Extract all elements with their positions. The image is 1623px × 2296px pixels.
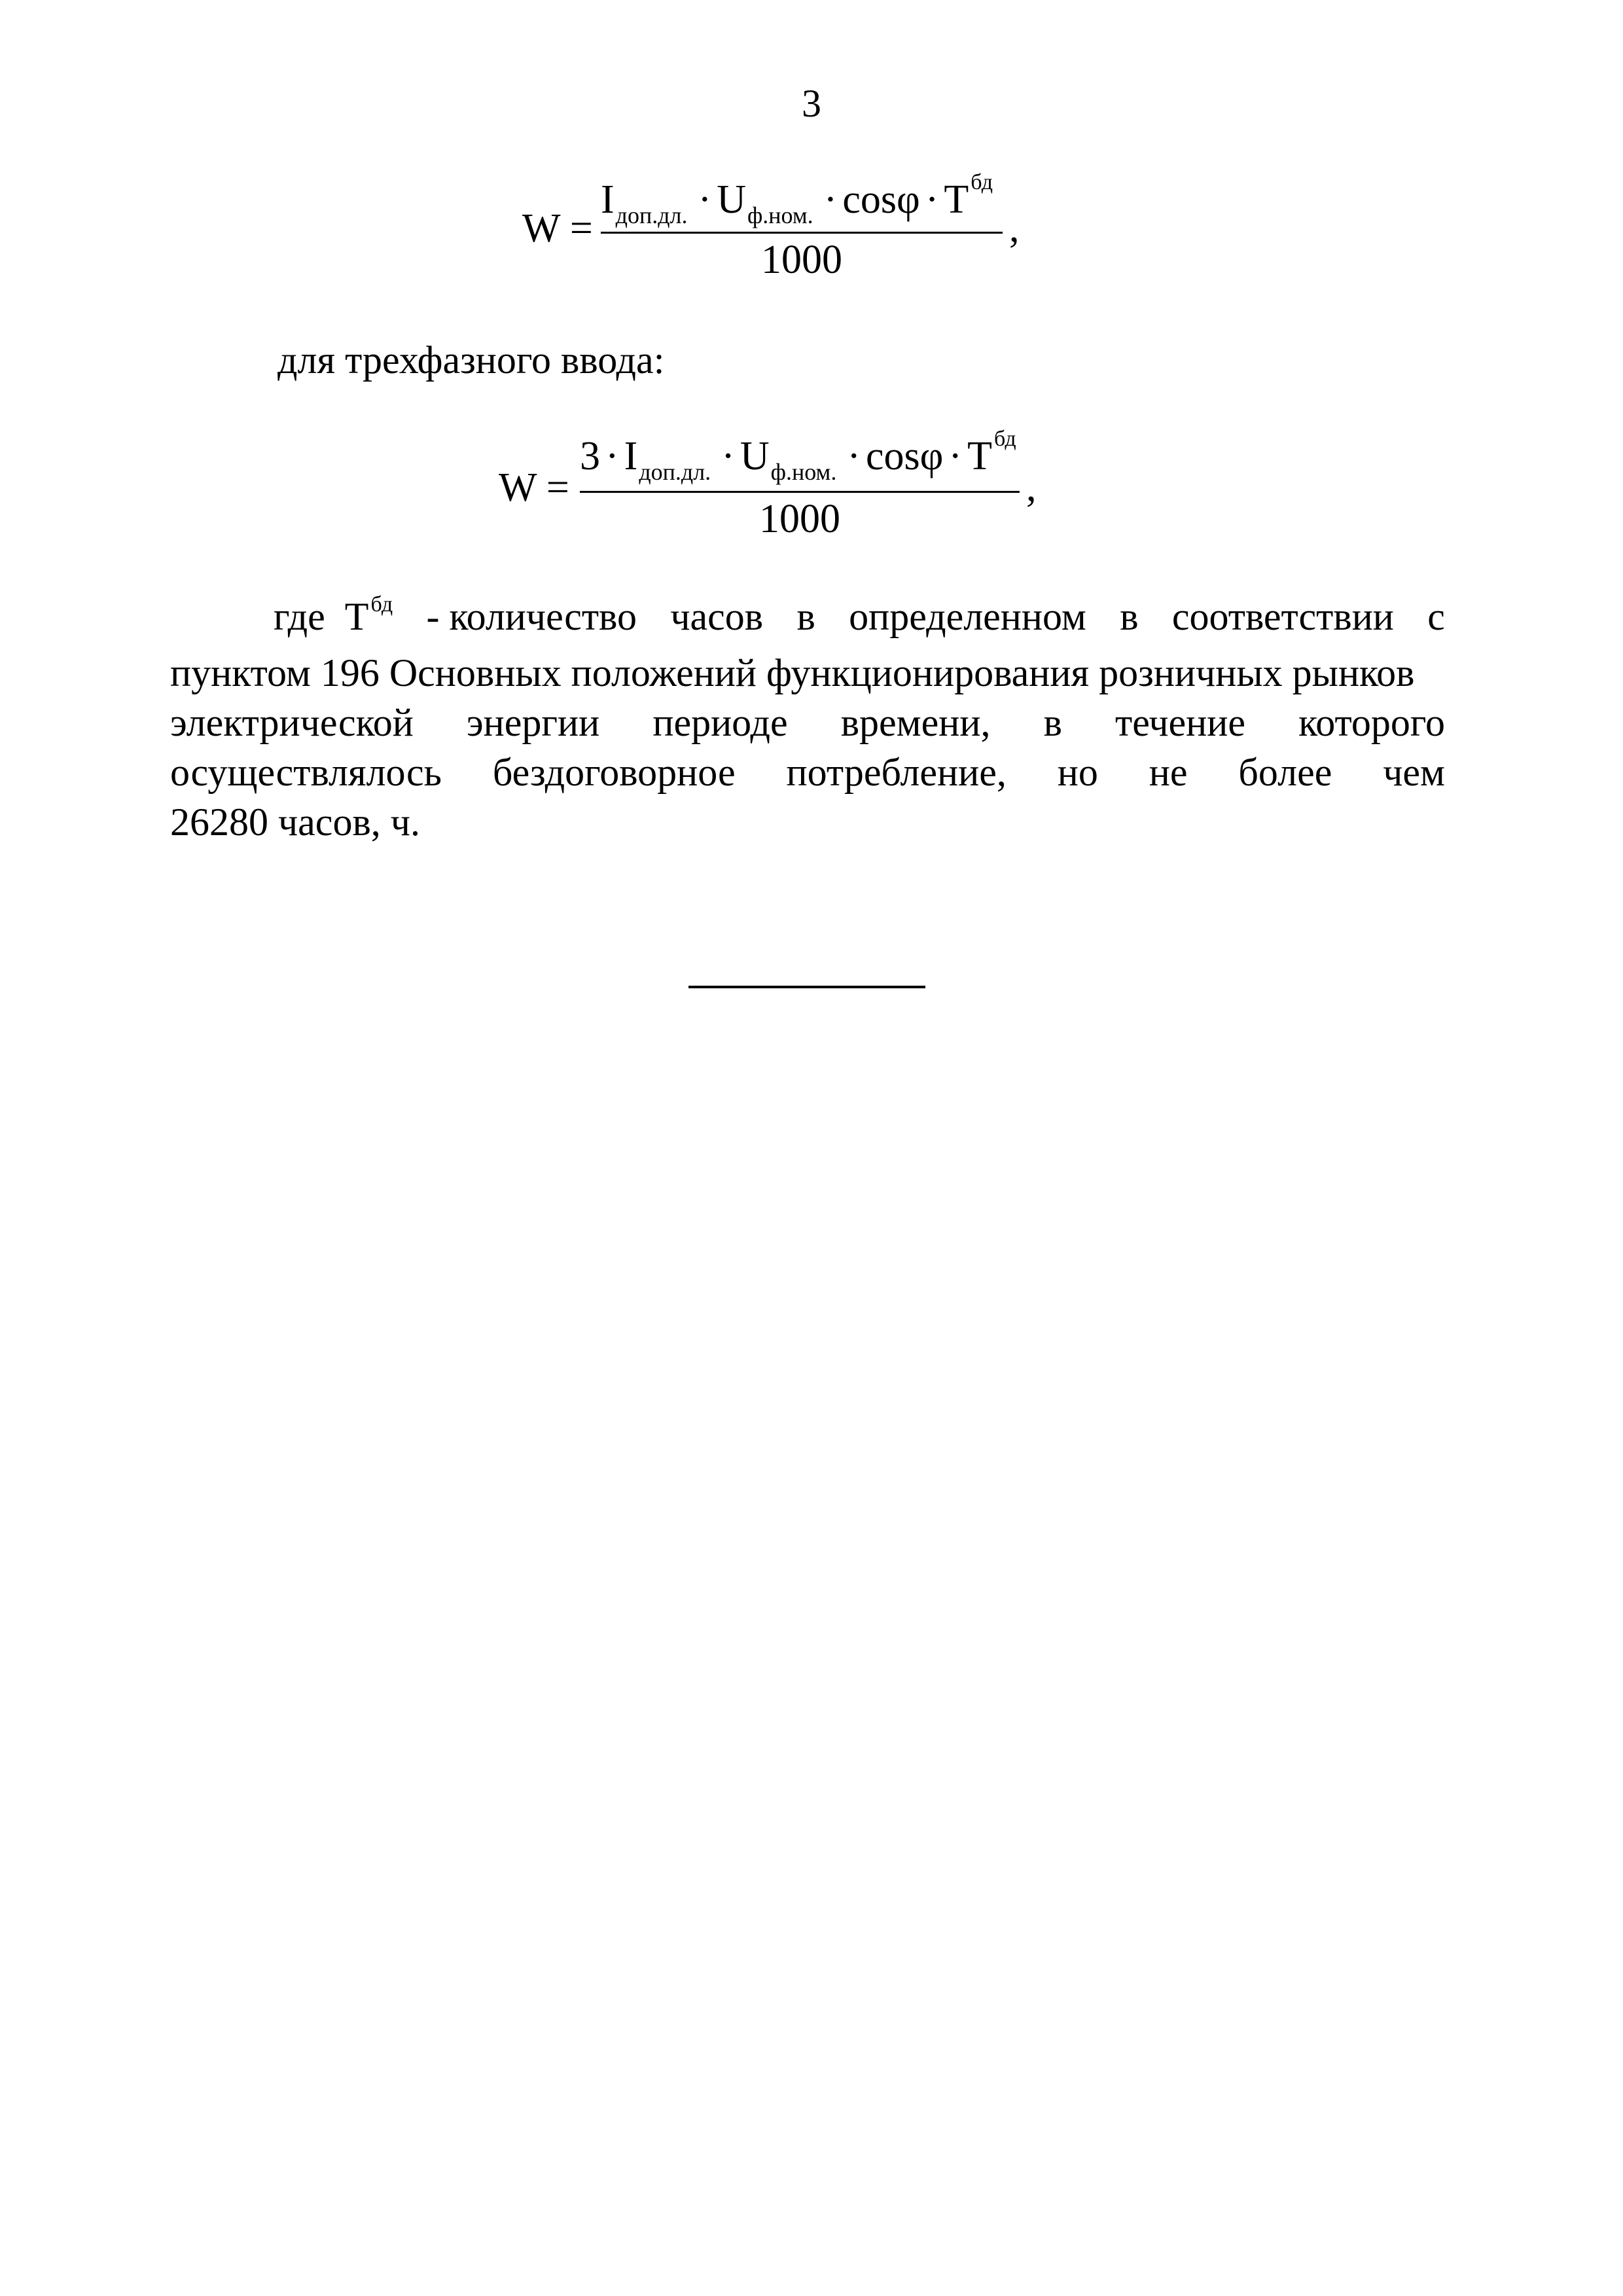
definition-paragraph <box>170 592 1445 847</box>
current-subscript: доп.дл. <box>615 202 688 228</box>
word: - количество <box>426 595 637 638</box>
word: течение <box>1115 701 1246 744</box>
paragraph-line: 26280 часов, ч. <box>170 800 420 844</box>
closing-rule <box>688 986 925 988</box>
page-number: 3 <box>802 82 821 125</box>
current-symbol: I <box>624 434 638 478</box>
word: энергии <box>466 701 600 744</box>
word: электрической <box>170 701 414 744</box>
fraction-bar <box>580 491 1020 493</box>
three-phase-label: для трехфазного ввода: <box>277 338 665 382</box>
definition-lead: где $T^{бд}$ <box>274 592 393 638</box>
word: определенном <box>849 595 1086 638</box>
cos-phi: cosφ <box>865 434 944 478</box>
voltage-subscript: ф.ном. <box>770 459 837 485</box>
formula-lhs: W = <box>522 206 593 251</box>
formula-denominator: 1000 <box>759 497 840 541</box>
paragraph-line: пунктом 196 Основных положений функционирования розничных рынков <box>170 651 1415 694</box>
word: часов <box>670 595 764 638</box>
word: которого <box>1298 701 1445 744</box>
multiply-dot: · <box>948 434 963 478</box>
formula-numerator <box>601 170 993 228</box>
paragraph-line <box>170 747 1445 797</box>
formula-numerator <box>580 427 1016 485</box>
formula-single-phase <box>522 170 1046 288</box>
word: периоде <box>652 701 788 744</box>
voltage-symbol: U <box>740 434 770 478</box>
word: соответствии <box>1171 595 1394 638</box>
paragraph-line <box>170 698 1445 747</box>
definition-superscript: бд <box>370 592 393 617</box>
multiply-dot: · <box>847 434 861 478</box>
word: потребление, <box>786 751 1007 794</box>
word: в <box>1043 701 1062 744</box>
coefficient: 3 <box>580 434 600 478</box>
word: осуществлялось <box>170 751 442 794</box>
multiply-dot: · <box>925 177 939 222</box>
voltage-symbol: U <box>717 177 746 222</box>
current-subscript: доп.дл. <box>639 459 711 485</box>
word: бездоговорное <box>492 751 736 794</box>
word: чем <box>1383 751 1445 794</box>
definition-symbol: T <box>344 595 369 638</box>
fraction-bar <box>601 232 1003 234</box>
current-symbol: I <box>601 177 615 222</box>
word: но <box>1057 751 1098 794</box>
word: более <box>1238 751 1332 794</box>
word: с <box>1427 595 1445 638</box>
word: времени, <box>840 701 991 744</box>
time-symbol: T <box>944 177 969 222</box>
formula-comma: , <box>1009 206 1020 251</box>
word: в <box>1120 595 1139 638</box>
voltage-subscript: ф.ном. <box>747 202 813 228</box>
formula-lhs: W = <box>499 465 569 510</box>
multiply-dot: · <box>721 434 735 478</box>
cos-phi: cosφ <box>842 177 920 222</box>
formula-comma: , <box>1026 465 1037 510</box>
formula-three-phase <box>499 428 1088 539</box>
time-symbol: T <box>967 434 992 478</box>
formula-denominator: 1000 <box>761 238 842 282</box>
multiply-dot: · <box>823 177 838 222</box>
word: в <box>796 595 815 638</box>
paragraph-line <box>170 592 1445 648</box>
multiply-dot: · <box>698 177 712 222</box>
word: не <box>1149 751 1188 794</box>
multiply-dot: · <box>605 434 619 478</box>
time-superscript: бд <box>993 427 1016 451</box>
time-superscript: бд <box>971 170 993 194</box>
